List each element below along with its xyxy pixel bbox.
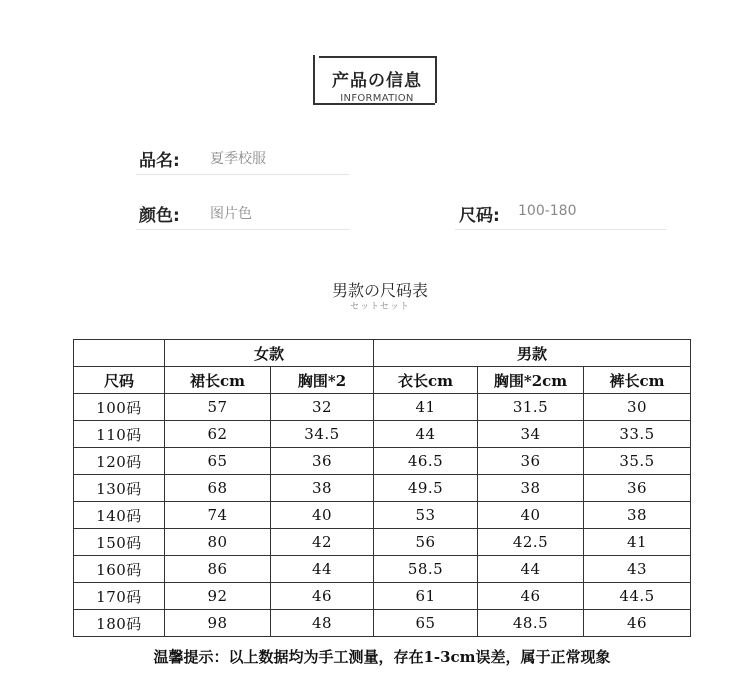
table-header-cell — [74, 340, 165, 367]
measurement-cell: 48 — [271, 610, 374, 637]
group-header-men: 男款 — [374, 340, 691, 367]
measurement-cell: 46.5 — [374, 448, 478, 475]
measurement-cell: 65 — [374, 610, 478, 637]
measurement-cell: 44 — [478, 556, 584, 583]
size-cell: 140码 — [74, 502, 165, 529]
size-cell: 170码 — [74, 583, 165, 610]
measurement-cell: 44.5 — [584, 583, 691, 610]
measurement-cell: 38 — [478, 475, 584, 502]
measurement-cell: 38 — [271, 475, 374, 502]
table-row — [74, 583, 691, 610]
table-row — [74, 394, 691, 421]
measurement-cell: 41 — [584, 529, 691, 556]
measurement-cell: 42.5 — [478, 529, 584, 556]
measurement-cell: 34.5 — [271, 421, 374, 448]
size-cell: 130码 — [74, 475, 165, 502]
section-subtitle: INFORMATION — [340, 93, 414, 104]
size-chart-subtitle: セットセット — [350, 302, 410, 312]
measurement-cell: 62 — [165, 421, 271, 448]
measurement-cell: 58.5 — [374, 556, 478, 583]
column-header: 尺码 — [74, 367, 165, 394]
measurement-cell: 35.5 — [584, 448, 691, 475]
size-cell: 120码 — [74, 448, 165, 475]
size-range-value: 100-180 — [518, 203, 577, 219]
color-value: 图片色 — [210, 206, 252, 222]
size-label: 尺码: — [459, 206, 500, 226]
measurement-note: 温馨提示：以上数据均为手工测量，存在1-3cm误差，属于正常现象 — [153, 648, 611, 666]
measurement-cell: 46 — [584, 610, 691, 637]
measurement-cell: 86 — [165, 556, 271, 583]
measurement-cell: 36 — [584, 475, 691, 502]
measurement-cell: 80 — [165, 529, 271, 556]
size-cell: 180码 — [74, 610, 165, 637]
divider — [455, 229, 667, 230]
column-header: 衣长cm — [374, 367, 478, 394]
group-header-women: 女款 — [165, 340, 374, 367]
measurement-cell: 41 — [374, 394, 478, 421]
measurement-cell: 34 — [478, 421, 584, 448]
measurement-cell: 61 — [374, 583, 478, 610]
measurement-cell: 30 — [584, 394, 691, 421]
table-group-header — [74, 340, 691, 367]
measurement-cell: 49.5 — [374, 475, 478, 502]
column-header: 裤长cm — [584, 367, 691, 394]
table-row — [74, 502, 691, 529]
measurement-cell: 31.5 — [478, 394, 584, 421]
measurement-cell: 74 — [165, 502, 271, 529]
table-row — [74, 556, 691, 583]
column-header: 胸围*2cm — [478, 367, 584, 394]
divider — [136, 229, 350, 230]
measurement-cell: 32 — [271, 394, 374, 421]
measurement-cell: 98 — [165, 610, 271, 637]
measurement-cell: 92 — [165, 583, 271, 610]
measurement-cell: 40 — [478, 502, 584, 529]
measurement-cell: 44 — [374, 421, 478, 448]
column-header: 胸围*2 — [271, 367, 374, 394]
measurement-cell: 36 — [271, 448, 374, 475]
product-name-label: 品名: — [139, 151, 180, 171]
size-cell: 100码 — [74, 394, 165, 421]
table-row — [74, 421, 691, 448]
section-title: 产品の信息 — [332, 71, 422, 91]
divider — [136, 174, 350, 175]
measurement-cell: 36 — [478, 448, 584, 475]
measurement-cell: 57 — [165, 394, 271, 421]
measurement-cell: 38 — [584, 502, 691, 529]
table-row — [74, 610, 691, 637]
size-cell: 150码 — [74, 529, 165, 556]
table-row — [74, 475, 691, 502]
measurement-cell: 65 — [165, 448, 271, 475]
table-row — [74, 448, 691, 475]
measurement-cell: 46 — [271, 583, 374, 610]
measurement-cell: 53 — [374, 502, 478, 529]
size-chart-table — [73, 339, 691, 637]
measurement-cell: 33.5 — [584, 421, 691, 448]
header-frame — [319, 56, 437, 103]
product-name-value: 夏季校服 — [210, 151, 266, 167]
measurement-cell: 46 — [478, 583, 584, 610]
size-cell: 110码 — [74, 421, 165, 448]
measurement-cell: 56 — [374, 529, 478, 556]
measurement-cell: 42 — [271, 529, 374, 556]
color-label: 颜色: — [139, 206, 180, 226]
size-cell: 160码 — [74, 556, 165, 583]
measurement-cell: 43 — [584, 556, 691, 583]
measurement-cell: 40 — [271, 502, 374, 529]
size-chart-title: 男款の尺码表 — [331, 281, 428, 300]
table-column-header — [74, 367, 691, 394]
measurement-cell: 44 — [271, 556, 374, 583]
measurement-cell: 68 — [165, 475, 271, 502]
column-header: 裙长cm — [165, 367, 271, 394]
table-row — [74, 529, 691, 556]
measurement-cell: 48.5 — [478, 610, 584, 637]
